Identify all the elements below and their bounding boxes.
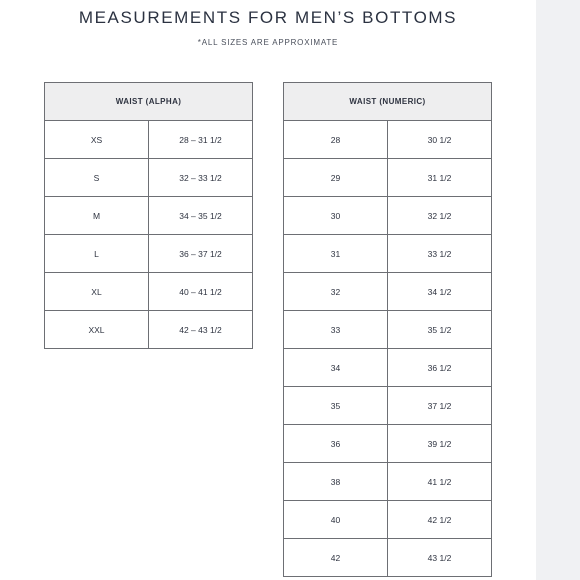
measurement-cell: 36 – 37 1/2	[149, 235, 253, 273]
measurement-cell: 40 – 41 1/2	[149, 273, 253, 311]
table-row	[45, 235, 253, 273]
table-row	[284, 349, 492, 387]
size-cell: L	[45, 235, 149, 273]
measurement-cell: 36 1/2	[388, 349, 492, 387]
measurement-cell: 39 1/2	[388, 425, 492, 463]
table-header-row	[284, 83, 492, 121]
alpha-size-table	[44, 82, 253, 349]
table-row	[284, 425, 492, 463]
measurement-cell: 41 1/2	[388, 463, 492, 501]
table-row	[284, 463, 492, 501]
size-cell: 32	[284, 273, 388, 311]
numeric-table-header: WAIST (NUMERIC)	[284, 83, 492, 121]
table-row	[284, 121, 492, 159]
measurement-cell: 34 1/2	[388, 273, 492, 311]
size-cell: 29	[284, 159, 388, 197]
measurement-cell: 42 – 43 1/2	[149, 311, 253, 349]
table-row	[284, 235, 492, 273]
size-cell: 38	[284, 463, 388, 501]
size-cell: M	[45, 197, 149, 235]
table-row	[45, 311, 253, 349]
size-cell: XS	[45, 121, 149, 159]
measurement-cell: 33 1/2	[388, 235, 492, 273]
size-cell: XXL	[45, 311, 149, 349]
table-row	[284, 311, 492, 349]
size-cell: S	[45, 159, 149, 197]
measurement-cell: 32 – 33 1/2	[149, 159, 253, 197]
size-cell: 40	[284, 501, 388, 539]
table-row	[284, 539, 492, 577]
size-cell: 30	[284, 197, 388, 235]
page-subtitle: *ALL SIZES ARE APPROXIMATE	[197, 38, 339, 47]
size-cell: 28	[284, 121, 388, 159]
table-header-row	[45, 83, 253, 121]
table-row	[45, 159, 253, 197]
measurement-cell: 42 1/2	[388, 501, 492, 539]
numeric-size-table	[283, 82, 492, 577]
size-cell: 34	[284, 349, 388, 387]
table-row	[284, 159, 492, 197]
size-cell: 36	[284, 425, 388, 463]
side-strip	[536, 0, 580, 580]
size-cell: 33	[284, 311, 388, 349]
table-row	[45, 121, 253, 159]
size-cell: XL	[45, 273, 149, 311]
size-cell: 35	[284, 387, 388, 425]
size-cell: 31	[284, 235, 388, 273]
alpha-table-header: WAIST (ALPHA)	[45, 83, 253, 121]
table-row	[45, 273, 253, 311]
table-row	[284, 197, 492, 235]
table-row	[284, 501, 492, 539]
table-row	[284, 387, 492, 425]
measurement-cell: 43 1/2	[388, 539, 492, 577]
table-row	[284, 273, 492, 311]
page-title: MEASUREMENTS FOR MEN’S BOTTOMS	[78, 8, 458, 27]
size-cell: 42	[284, 539, 388, 577]
measurement-cell: 37 1/2	[388, 387, 492, 425]
measurement-cell: 35 1/2	[388, 311, 492, 349]
table-row	[45, 197, 253, 235]
measurement-cell: 31 1/2	[388, 159, 492, 197]
measurement-cell: 32 1/2	[388, 197, 492, 235]
measurement-cell: 30 1/2	[388, 121, 492, 159]
measurement-cell: 28 – 31 1/2	[149, 121, 253, 159]
measurement-cell: 34 – 35 1/2	[149, 197, 253, 235]
